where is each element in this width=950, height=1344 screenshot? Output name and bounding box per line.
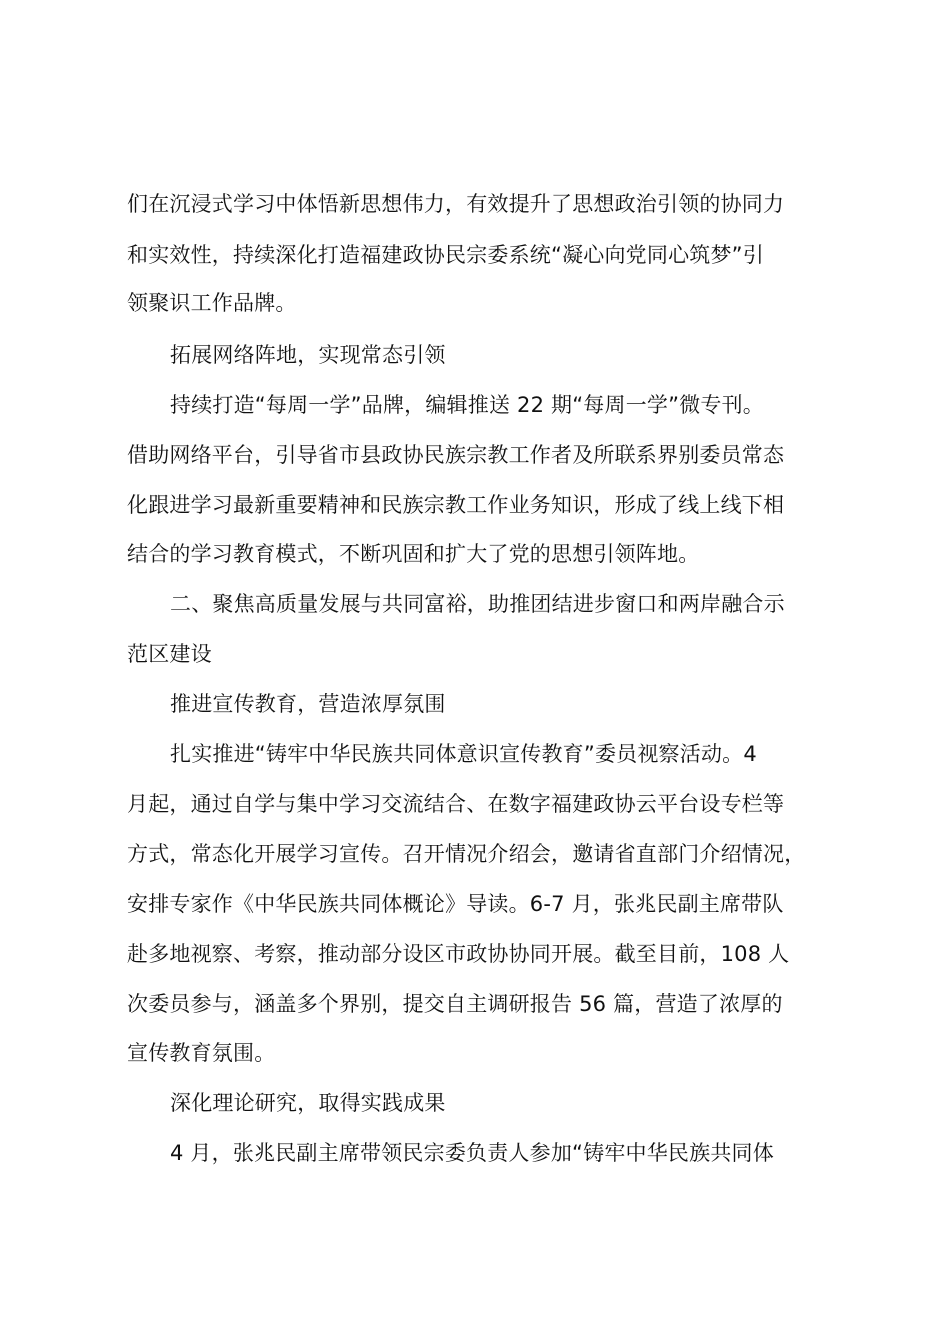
section-heading-continued: 范区建设 [127, 642, 212, 666]
body-text-line: 安排专家作《中华民族共同体概论》导读。6-7 月，张兆民副主席带队 [127, 892, 784, 916]
body-text-line: 领聚识工作品牌。 [127, 291, 297, 315]
section-subheading: 深化理论研究，取得实践成果 [170, 1091, 446, 1115]
body-text-line: 月起，通过自学与集中学习交流结合、在数字福建政协云平台设专栏等 [127, 792, 785, 816]
body-text-line: 次委员参与，涵盖多个界别，提交自主调研报告 56 篇，营造了浓厚的 [127, 992, 783, 1016]
body-text-line: 化跟进学习最新重要精神和民族宗教工作业务知识，形成了线上线下相 [127, 493, 785, 517]
body-text-line: 4 月，张兆民副主席带领民宗委负责人参加“铸牢中华民族共同体 [170, 1141, 774, 1165]
section-heading: 二、聚焦高质量发展与共同富裕，助推团结进步窗口和两岸融合示 [170, 592, 785, 616]
body-text-line: 方式，常态化开展学习宣传。召开情况介绍会，邀请省直部门介绍情况， [127, 842, 806, 866]
body-text-line: 借助网络平台，引导省市县政协民族宗教工作者及所联系界别委员常态 [127, 443, 785, 467]
body-text-line: 持续打造“每周一学”品牌，编辑推送 22 期“每周一学”微专刊。 [170, 393, 764, 417]
body-text-line: 们在沉浸式学习中体悟新思想伟力，有效提升了思想政治引领的协同力 [127, 192, 785, 216]
body-text-line: 和实效性，持续深化打造福建政协民宗委系统“凝心向党同心筑梦”引 [127, 243, 764, 267]
body-text-line: 赴多地视察、考察，推动部分设区市政协协同开展。截至目前，108 人 [127, 942, 790, 966]
section-subheading: 推进宣传教育，营造浓厚氛围 [170, 692, 446, 716]
body-text-line: 宣传教育氛围。 [127, 1041, 276, 1065]
body-text-line: 结合的学习教育模式，不断巩固和扩大了党的思想引领阵地。 [127, 542, 700, 566]
body-text-line: 扎实推进“铸牢中华民族共同体意识宣传教育”委员视察活动。4 [170, 742, 757, 766]
section-subheading: 拓展网络阵地，实现常态引领 [170, 343, 446, 367]
